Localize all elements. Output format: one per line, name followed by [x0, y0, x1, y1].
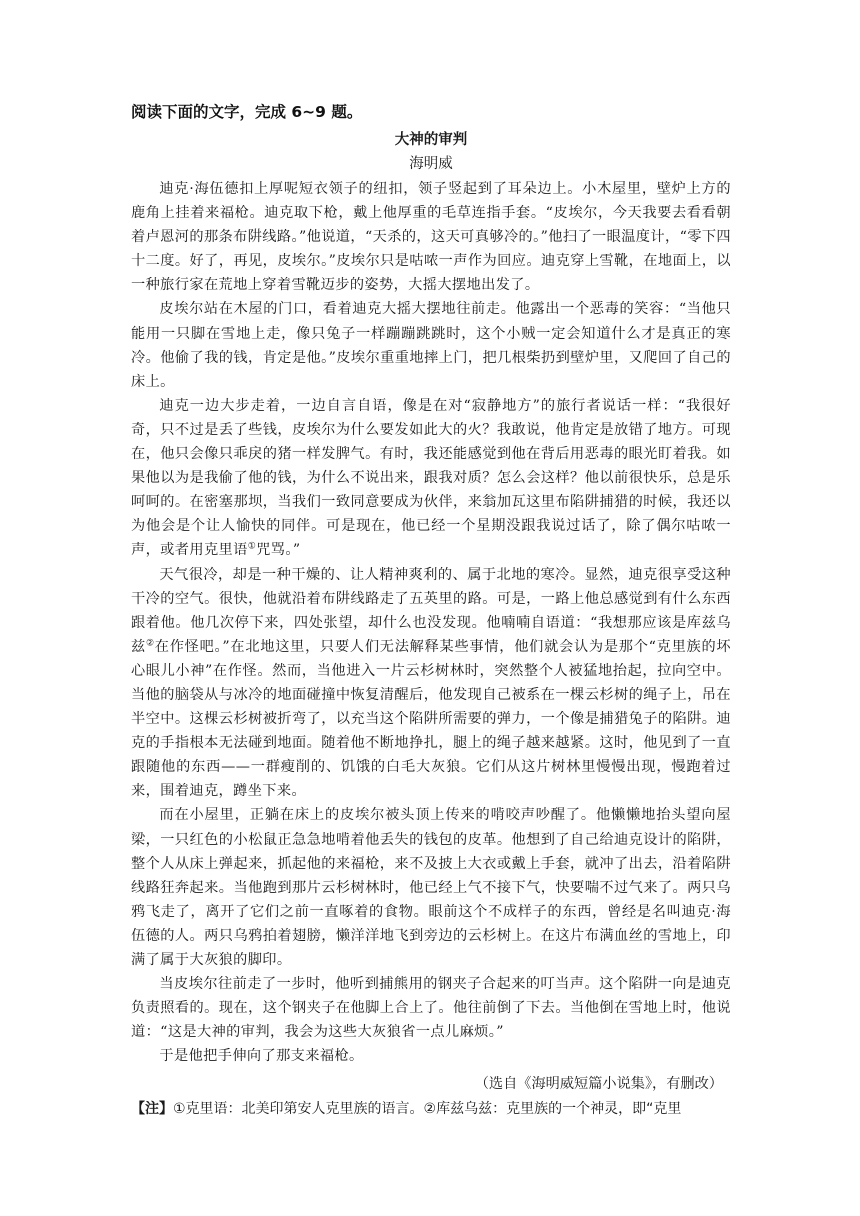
- footnote-marker-1: ①: [247, 541, 257, 552]
- paragraph-6: 当皮埃尔往前走了一步时，他听到捕熊用的钢夹子合起来的叮当声。这个陷阱一向是迪克负责照看的。现在，这个钢夹子在他脚上合上了。他往前倒了下去。当他倒在雪地上时，他说道：“这是大神的审判，我会为这些大灰狼省一点儿麻烦。”: [131, 976, 731, 1041]
- paragraph-5: 而在小屋里，正躺在床上的皮埃尔被头顶上传来的啃咬声吵醒了。他懒懒地抬头望向屋梁，一只红色的小松鼠正急急地啃着他丢失的钱包的皮革。他想到了自己给迪克设计的陷阱，整个人从床上弹起来，抓起他的来福枪，来不及披上大衣或戴上手套，就冲了出去，沿着陷阱线路狂奔起来。当他跑到那片云杉树林时，他已经上气不接下气，快要喘不过气来了。两只乌鸦飞走了，离开了它们之前一直啄着的食物。眼前这个不成样子的东西，曾经是名叫迪克·海伍德的人。两只乌鸦拍着翅膀，懒洋洋地飞到旁边的云杉树上。在这片布满血丝的雪地上，印满了属于大灰狼的脚印。: [131, 807, 731, 968]
- paragraph-4-tail: 在作怪吧。”在北地这里，只要人们无法解释某些事情，他们就会认为是那个“克里族的坏心眼儿小神”在作怪。然而，当他进入一片云杉树林时，突然整个人被猛地抬起，拉向空中。当他的脑袋从与冰冷的地面碰撞中恢复清醒后，他发现自己被系在一棵云杉树的绳子上，吊在半空中。这棵云杉树被折弯了，以充当这个陷阱所需要的弹力，一个像是捕猎兔子的陷阱。迪克的手指根本无法碰到地面。随着他不断地挣扎，腿上的绳子越来越紧。这时，他见到了一直跟随他的东西——一群瘦削的、饥饿的白毛大灰狼。它们从这片树林里慢慢出现，慢跑着过来，围着迪克，蹲坐下来。: [131, 638, 732, 800]
- footnote-label: 【注】: [131, 1100, 173, 1117]
- paragraph-3-tail: 咒骂。”: [256, 542, 301, 559]
- story-author: 海明威: [409, 156, 453, 172]
- question-instruction: 阅读下面的文字，完成 6~9 题。: [131, 103, 363, 121]
- story-title: 大神的审判: [394, 131, 468, 148]
- paragraph-7: 于是他把手伸向了那支来福枪。: [159, 1048, 364, 1065]
- paragraph-3-text: 迪克一边大步走着，一边自言自语，像是在对“寂静地方”的旅行者说话一样：“我很好奇，只不过是丢了些钱，皮埃尔为什么要发如此大的火？我敢说，他肯定是放错了地方。可现在，他只会像只乖戾的猪一样发脾气。有时，我还能感觉到他在背后用恶毒的眼光盯着我。如果他以为是我偷了他的钱，为什么不说出来，跟我对质？怎么会这样？他以前很快乐，总是乐呵呵的。在密塞那坝，当我们一致同意要成为伙伴，来翁加瓦这里布陷阱捕猎的时候，我还以为他会是个让人愉快的同伴。可是现在，他已经一个星期没跟我说过话了，除了偶尔咕哝一声，或者用克里语: [131, 397, 731, 559]
- paragraph-4-text: 天气很冷，却是一种干燥的、让人精神爽利的、属于北地的寒冷。显然，迪克很享受这种干冷的空气。很快，他就沿着布阱线路走了五英里的路。可是，一路上他总感觉到有什么东西跟着他。他几次停下来，四处张望，却什么也没发现。他喃喃自语道：“我想那应该是库兹乌兹: [131, 566, 731, 655]
- paragraph-3: [131, 394, 731, 563]
- document-content: [131, 100, 731, 1121]
- paragraph-2: 皮埃尔站在木屋的门口，看着迪克大摇大摆地往前走。他露出一个恶毒的笑容：“当他只能用一只脚在雪地上走，像只兔子一样蹦蹦跳跳时，这个小贼一定会知道什么才是真正的寒冷。他偷了我的钱，肯定是他。”皮埃尔重重地摔上门，把几根柴扔到壁炉里，又爬回了自己的床上。: [131, 301, 731, 390]
- footnote-marker-2: ②: [145, 638, 155, 649]
- footnote: [131, 1097, 731, 1121]
- paragraph-1: 迪克·海伍德扣上厚呢短衣领子的纽扣，领子竖起到了耳朵边上。小木屋里，壁炉上方的鹿角上挂着来福枪。迪克取下枪，戴上他厚重的毛草连指手套。“皮埃尔，今天我要去看看朝着卢恩河的那条布阱线路。”他说道，“天杀的，这天可真够冷的。”他扫了一眼温度计，“零下四十二度。好了，再见，皮埃尔。”皮埃尔只是咕哝一声作为回应。迪克穿上雪靴，在地面上，以一种旅行家在荒地上穿着雪靴迈步的姿势，大摇大摆地出发了。: [131, 181, 731, 294]
- paragraph-4: [131, 563, 731, 804]
- source-citation: （选自《海明威短篇小说集》，有删改）: [474, 1076, 723, 1093]
- footnote-text: ①克里语：北美印第安人克里族的语言。②库兹乌兹：克里族的一个神灵，即“克里: [173, 1100, 682, 1117]
